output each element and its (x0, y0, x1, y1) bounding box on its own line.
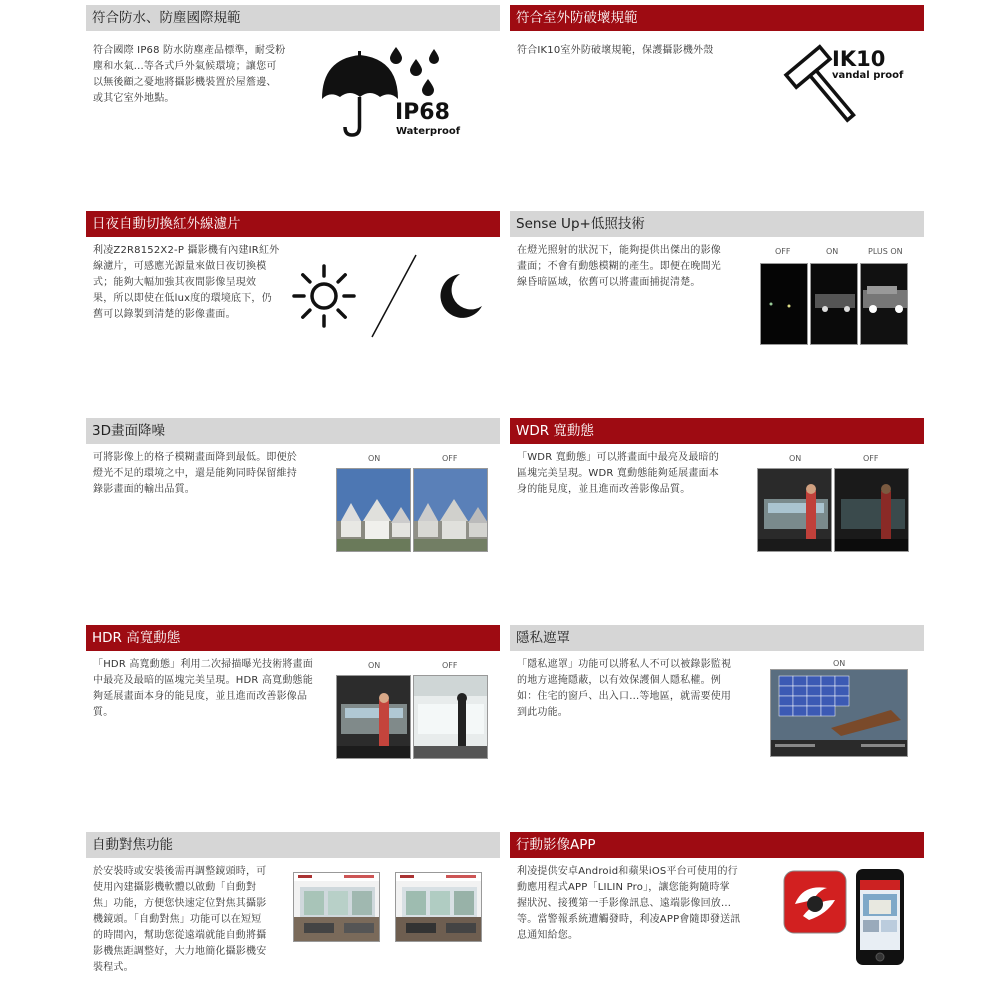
feature-title: 日夜自動切換紅外線濾片 (86, 211, 500, 237)
desc-line: 到此功能。 (517, 707, 568, 718)
desc-line: 中最亮及最暗的區塊完美呈現。HDR 高寬動態能 (93, 675, 313, 686)
wdr-on-image (757, 468, 832, 552)
feature-ir-cut-filter (86, 211, 500, 401)
compare-label: ON (833, 659, 846, 668)
feature-desc (93, 243, 279, 323)
desc-line: 區塊完美呈現。WDR 寬動態能夠延展畫面本 (517, 468, 719, 479)
feature-desc (93, 450, 297, 498)
desc-line: 利凌提供安卓Android和蘋果iOS平台可使用的行 (517, 866, 738, 877)
desc-line: 動應用程式APP「LILIN Pro」，讓您能夠隨時掌 (517, 882, 730, 893)
vandal-proof-label: vandal proof (832, 70, 904, 81)
feature-title: 自動對焦功能 (86, 832, 500, 858)
desc-line: 畫面；不會有動態模糊的產生。即便在晚間光 (517, 261, 721, 272)
feature-desc (517, 864, 741, 944)
desc-line: 的地方遮掩隱蔽，以有效保護個人隱私權。例 (517, 675, 721, 686)
desc-line: 塵和水氣...等各式戶外氣候環境；讓您可 (93, 61, 277, 72)
desc-line: 可將影像上的格子模糊畫面降到最低。即便於 (93, 452, 297, 463)
auto-focus-before-image (293, 872, 380, 942)
dnr-on-image (336, 468, 411, 552)
feature-title: 隱私遮罩 (510, 625, 924, 651)
feature-desc (517, 450, 719, 498)
hdr-off-image (413, 675, 488, 759)
feature-desc (517, 43, 713, 59)
desc-line: 等。當警報系統遭觸發時，利凌APP會隨即發送訊 (517, 914, 741, 925)
feature-title: WDR 寬動態 (510, 418, 924, 444)
sun-icon (292, 264, 356, 328)
desc-line: 錄影畫面的輸出品質。 (93, 484, 195, 495)
compare-label: ON (368, 454, 381, 463)
feature-title: 符合室外防破壞規範 (510, 5, 924, 31)
feature-desc (93, 864, 266, 976)
compare-label: ON (789, 454, 802, 463)
feature-auto-focus (86, 832, 500, 1000)
compare-label: OFF (442, 454, 458, 463)
dnr-off-image (413, 468, 488, 552)
feature-waterproof (86, 5, 500, 195)
desc-line: 符合國際 IP68 防水防塵產品標準，耐受粉 (93, 45, 286, 56)
moon-icon (430, 268, 486, 324)
desc-line: 「WDR 寬動態」可以將畫面中最亮及最暗的 (517, 452, 719, 463)
compare-label: OFF (442, 661, 458, 670)
feature-wdr (510, 418, 924, 608)
compare-label: ON (368, 661, 381, 670)
desc-line: 機鏡頭。「自動對焦」功能可以在短短 (93, 914, 262, 925)
ip68-badge: IP68 (395, 100, 450, 125)
desc-line: 於安裝時或安裝後需再調整鏡頭時，可 (93, 866, 267, 877)
compare-label: OFF (863, 454, 879, 463)
desc-line: 如：住宅的窗戶、出入口...等地區，就需要使用 (517, 691, 732, 702)
feature-desc (517, 657, 731, 721)
desc-line: 利凌Z2R8152X2-P 攝影機有內建IR紅外 (93, 245, 280, 256)
feature-title: 符合防水、防塵國際規範 (86, 5, 500, 31)
desc-line: 使用內建攝影機軟體以啟動「自動對 (93, 882, 257, 893)
desc-line: 裝程式。 (93, 962, 134, 973)
desc-line: 燈光不足的環境之中，還是能夠同時保留維持 (93, 468, 297, 479)
desc-line: 以無後顧之憂地將攝影機裝置於屋簷邊、 (93, 77, 277, 88)
desc-line: 果，所以即使在低lux度的環境底下，仍 (93, 293, 272, 304)
wdr-off-image (834, 468, 909, 552)
sense-up-plus-on-image (860, 263, 908, 345)
desc-line: 身的能見度，並且進而改善影像品質。 (517, 484, 691, 495)
desc-line: 「HDR 高寬動態」利用二次掃描曝光技術將畫面 (93, 659, 313, 670)
auto-focus-after-image (395, 872, 482, 942)
feature-desc (93, 43, 285, 107)
privacy-mask-image (770, 669, 908, 757)
desc-line: 息通知給您。 (517, 930, 579, 941)
feature-title: Sense Up+低照技術 (510, 211, 924, 237)
desc-line: 式；能夠大幅加強其夜間影像呈現效 (93, 277, 257, 288)
compare-label: OFF (775, 247, 791, 256)
sense-up-off-image (760, 263, 808, 345)
feature-3d-dnr (86, 418, 500, 608)
ik10-badge: IK10 (832, 47, 886, 71)
feature-title: 3D畫面降噪 (86, 418, 500, 444)
feature-privacy-mask (510, 625, 924, 815)
feature-desc (517, 243, 721, 291)
desc-line: 線濾片，可感應光源量來做日夜切換模 (93, 261, 267, 272)
feature-mobile-app (510, 832, 924, 1000)
compare-label: PLUS ON (868, 247, 903, 256)
desc-line: 的時間內，幫助您從遠端就能自動將攝 (93, 930, 267, 941)
feature-title: 行動影像APP (510, 832, 924, 858)
desc-line: 「隱私遮罩」功能可以將私人不可以被錄影監視 (517, 659, 732, 670)
desc-line: 線昏暗區域，依舊可以將畫面捕捉清楚。 (517, 277, 701, 288)
desc-line: 或其它室外地點。 (93, 93, 175, 104)
feature-desc (93, 657, 313, 721)
desc-line: 影機焦距調整好，大力地簡化攝影機安 (93, 946, 267, 957)
feature-hdr (86, 625, 500, 815)
divider-slash (364, 253, 424, 339)
feature-vandal-proof (510, 5, 924, 195)
desc-line: 在燈光照射的狀況下，能夠提供出傑出的影像 (517, 245, 721, 256)
feature-sense-up (510, 211, 924, 401)
smartphone-image (855, 868, 905, 966)
desc-line: 舊可以錄製到清楚的影像畫面。 (93, 309, 236, 320)
desc-line: 握狀況、接獲第一手影像訊息、遠端影像回放... (517, 898, 732, 909)
sense-up-on-image (810, 263, 858, 345)
desc-line: 符合IK10室外防破壞規範，保護攝影機外殼 (517, 45, 714, 56)
desc-line: 質。 (93, 707, 114, 718)
desc-line: 夠延展畫面本身的能見度，並且進而改善影像品 (93, 691, 308, 702)
compare-label: ON (826, 247, 839, 256)
feature-title: HDR 高寬動態 (86, 625, 500, 651)
desc-line: 焦」功能，方便您快速定位對焦其攝影 (93, 898, 267, 909)
hdr-on-image (336, 675, 411, 759)
waterproof-label: Waterproof (396, 126, 461, 137)
app-logo-icon (783, 870, 847, 934)
